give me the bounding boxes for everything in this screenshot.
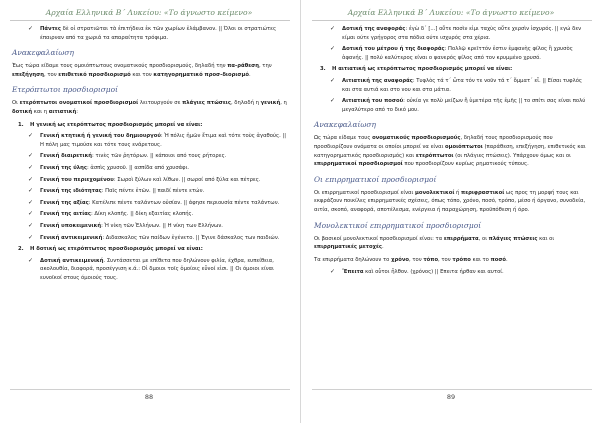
check-icon: ✓ <box>28 132 34 140</box>
term: Πάντες <box>40 26 61 32</box>
check-icon: ✓ <box>28 233 34 241</box>
check-icon: ✓ <box>28 25 34 32</box>
page-number: 88 <box>144 393 154 401</box>
list-item: ✓ Δοτική του μέτρου ή της διαφοράς: Πολλῷ κρεῖττόν ἐστιν ἐμφανὴς φίλος ἢ χρυσὸς ἀφανής. || πολύ καλύτερος είναι ο φανερός φίλος από τον κρυμμένο χρυσό. <box>330 45 573 61</box>
example-text: δὲ οἱ στρατιῶται τὰ ἐπιτήδεια ἐκ τῶν χωρίων ἐλάμβανον. || Όλοι οι στρατιώτες έπαιρναν από τα χωριά τα απαραίτητα τρόφιμα. <box>40 26 277 41</box>
paragraph-heteroptotoi: Οι ετερόπτωτοι ονοματικοί προσδιορισμοί λειτουργούν σε πλάγιες πτώσεις, δηλαδή η γενική, η δοτική και η αιτιατική: <box>12 100 287 115</box>
list-item: ✓ Αιτιατική του ποσού: οὐκία γε πολὺ μείζων ἢ ὑμετέρα τῆς ἐμῆς || το σπίτι σας είναι πολύ μεγαλύτερο από το δικό μου. <box>330 97 586 113</box>
list-item: ✓ Αιτιατική της αναφοράς: Τυφλὸς τά τ΄ ὦτα τόν τε νοῦν τά τ΄ ὄμματ΄ εἶ. || Είσαι τυφλός και στα αυτιά και στο νου και στα μάτια. <box>330 76 582 93</box>
header-rule <box>10 20 290 21</box>
list-item: ✓ Γενική του περιεχομένου: Σωροὶ ξύλων καὶ λίθων. || σωροί από ξύλα και πέτρες. <box>28 175 261 183</box>
right-page <box>306 0 596 423</box>
list-number: 1. <box>18 121 24 128</box>
running-header: Αρχαία Ελληνικά Β΄ Λυκείου: «Το άγνωστο κείμενο» <box>347 8 555 17</box>
numbered-heading-genitive <box>18 121 288 130</box>
section-heading-adverbial: Οι επιρρηματικοί προσδιορισμοί <box>314 174 437 184</box>
list-item: ✓ Δοτική αντικειμενική. Συντάσσεται με επίθετα που δηλώνουν φιλία, έχθρα, ευπείθεια, ακολουθία, διαφορά, προσέγγιση κ.ά.: Οἱ δμοιοι τοῖς ὁμοίοις εὖνοί εἰσι. || Οι όμοιοι είναι ευνοϊκοί στους όμοιούς τους. <box>28 256 274 281</box>
check-icon: ✓ <box>330 76 336 84</box>
list-item: ✓ Γενική κτητική ή γενική του δημιουργού: Ἡ πόλις ἡμῶν ἔτιμα καὶ τότε τοὺς ἀγαθούς. || Η πόλη μας τιμούσε και τότε τους ενάρετους. <box>28 132 286 148</box>
list-item: ✓ Ἔπειτα καὶ οὗτοι ἦλθον. (χρόνος) || Επειτα ήρθαν και αυτοί. <box>330 268 504 276</box>
footer-rule <box>10 389 290 390</box>
check-icon: ✓ <box>330 45 336 53</box>
numbered-heading-text: Η δοτική ως ετερόπτωτος προσδιορισμός μπορεί να είναι: <box>30 246 203 253</box>
check-icon: ✓ <box>28 210 34 218</box>
list-number: 2. <box>18 246 24 253</box>
section-heading-recap: Ανακεφαλαίωση <box>314 120 376 130</box>
list-item: ✓ Γενική της ιδιότητας: Παῖς πέντε ἐτῶν. || παιδί πέντε ετών. <box>28 187 205 195</box>
section-heading-monolectic: Μονολεκτικοί επιρρηματικοί προσδιορισμοί <box>314 220 482 230</box>
check-icon: ✓ <box>28 198 34 206</box>
list-item: ✓ Γενική διαιρετική: τινὲς τῶν ῥητόρων. || κάποιοι από τους ρήτορες. <box>28 152 227 160</box>
list-item: ✓ Γενική της αξίας: Κατέλιπε πέντε ταλάντων οὐσίαν. || άφησε περιουσία πέντε ταλάντων. <box>28 198 280 206</box>
check-icon: ✓ <box>330 97 336 105</box>
book-gutter <box>300 0 301 423</box>
page-content <box>314 25 590 280</box>
page-number: 89 <box>446 393 456 401</box>
list-item: ✓ Γενική αντικειμενική: Διδασκαλος τῶν παίδων ἐγένετο. || Έγινε δάσκαλος των παιδιών. <box>28 233 280 241</box>
list-item: ✓ Δοτική της αναφοράς: ἐγὼ δ΄ [...] οὔτε ποσὶν εἰμι ταχὺς οὔτε χερσὶν ἰσχυρός. || εγώ δεν είμαι ούτε γρήγορος στα πόδια ούτε ισχυρός στα χέρια. <box>330 25 582 41</box>
list-item: ✓ Γενική υποκειμενική: Ἡ νίκη τῶν Ἑλλήνων. || Η νίκη των Ελλήνων. <box>28 221 223 229</box>
footer-rule <box>312 389 592 390</box>
list-item: ✓ Γενική της ύλης: ἀσπὶς χρυσοῦ. || ασπίδα από χρυσάφι. <box>28 163 190 171</box>
numbered-heading-text: Η αιτιατική ως ετερόπτωτος προσδιορισμός μπορεί να είναι: <box>332 66 513 73</box>
check-icon: ✓ <box>28 163 34 171</box>
list-number: 3. <box>320 66 326 73</box>
paragraph-adverbs: Τα επιρρήματα δηλώνουν το χρόνο, τον τόπο, τον τρόπο και το ποσό. <box>314 256 508 263</box>
page-content <box>12 25 288 285</box>
numbered-heading-text: Η γενική ως ετερόπτωτος προσδιορισμός μπορεί να είναι: <box>30 121 203 128</box>
left-page <box>4 0 294 423</box>
paragraph-recap: Ως τώρα είδαμε τους ονοματικούς προσδιορισμούς, δηλαδή τους προσδιορισμούς που προσδιορίζουν ονόματα οι οποίοι μπορεί να είναι ομοιόπτωτοι (παράθεση, επεξήγηση, επιθετικός και κατηγορηματικός προσδιορισμός) και ετερόπτωτοι (οι πλάγιες πτώσεις). Υπάρχουν όμως και οι επιρρηματικοί προσδιορισμοί που προσδιορίζουν κυρίως ρηματικούς τύπους. <box>314 135 586 168</box>
list-item <box>26 25 288 42</box>
check-icon: ✓ <box>28 152 34 160</box>
running-header: Αρχαία Ελληνικά Β΄ Λυκείου: «Το άγνωστο κείμενο» <box>45 8 253 17</box>
numbered-heading-dative <box>18 245 288 254</box>
check-icon: ✓ <box>330 25 336 32</box>
section-heading-recap: Ανακεφαλαίωση <box>12 48 74 58</box>
paragraph-monolectic: Οι βασικοί μονολεκτικοί προσδιορισμοί είναι: τα επιρρήματα, οι πλάγιες πτώσεις και οι επιρρηματικές μετοχές. <box>314 235 555 251</box>
check-icon: ✓ <box>28 175 34 183</box>
check-icon: ✓ <box>28 256 34 264</box>
numbered-heading-accusative <box>320 65 590 74</box>
check-icon: ✓ <box>28 187 34 195</box>
check-icon: ✓ <box>330 268 336 276</box>
header-rule <box>312 20 592 21</box>
list-item: ✓ Γενική της αιτίας: Δίκη κλοπῆς. || δίκη εξαιτίας κλοπής. <box>28 210 194 218</box>
check-icon: ✓ <box>28 221 34 229</box>
paragraph-recap: Έως τώρα είδαμε τους ομοιόπτωτους ονοματικούς προσδιορισμούς, δηλαδή την πα-ράθεση, την επεξήγηση, τον επιθετικό προσδιορισμό και τον κατηγορηματικό προσ-διορισμό. <box>12 63 272 78</box>
section-heading-heteroptotoi: Ετερόπτωτοι προσδιορισμοί <box>12 85 118 95</box>
paragraph-adverbial: Οι επιρρηματικοί προσδιορισμοί είναι μονολεκτικοί ή περιφραστικοί ως προς τη μορφή τους και εκφράζουν ποικίλες επιρρηματικές σχέσεις, όπως τόπο, χρόνο, ποσό, τρόπο, μέσο ή όργανο, συνοδεία, αιτία, σκοπό, αναφορά, αποτέλεσμα, ενέργεια ή παραχώρηση, προϋπόθεση ή όρο. <box>314 189 586 213</box>
